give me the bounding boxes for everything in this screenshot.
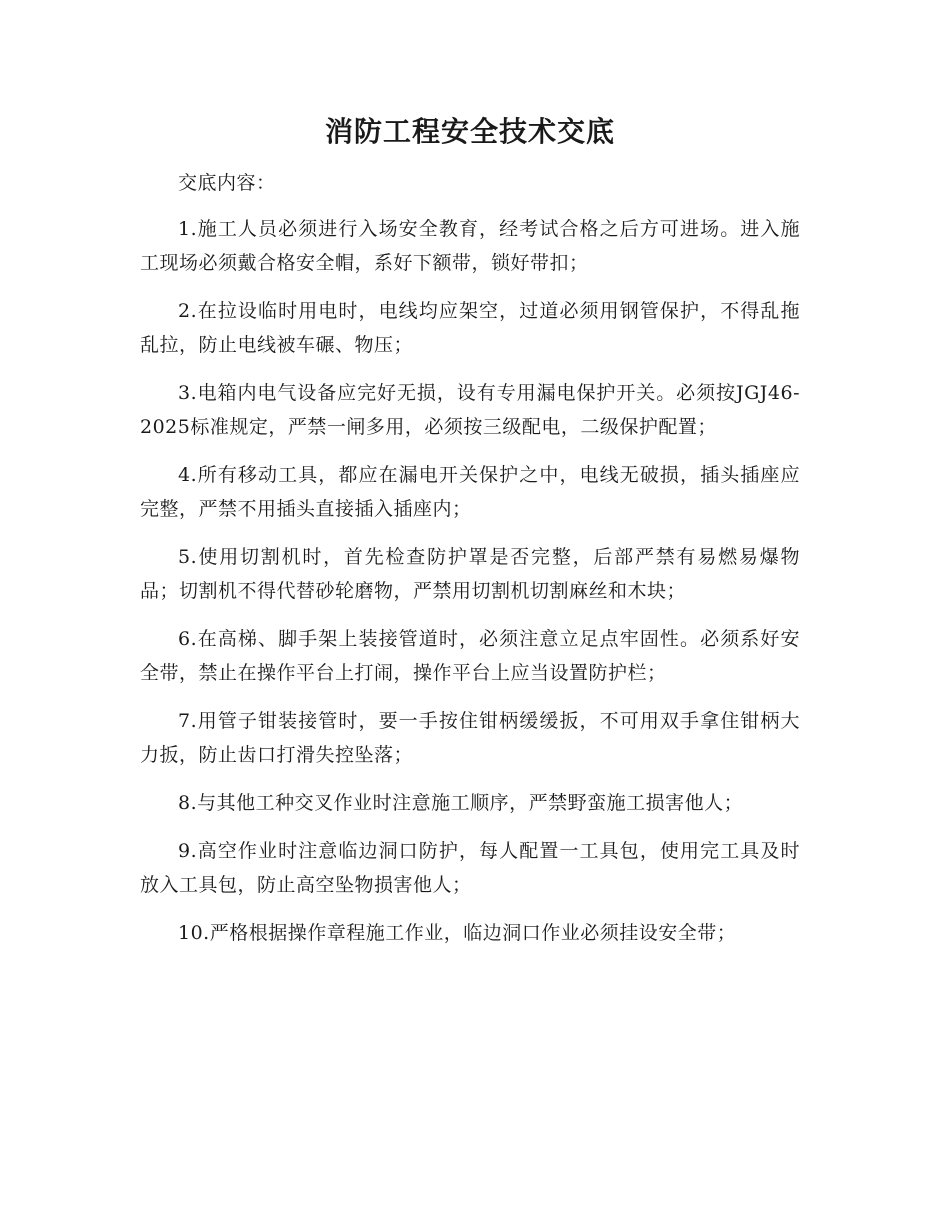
safety-item-2: 2.在拉设临时用电时，电线均应架空，过道必须用钢管保护，不得乱拖乱拉，防止电线被车碾、物压； <box>140 300 800 356</box>
intro-label: 交底内容： <box>178 172 276 194</box>
safety-item-3: 3.电箱内电气设备应完好无损，设有专用漏电保护开关。必须按JGJ46-2025标准规定，严禁一闸多用，必须按三级配电，二级保护配置； <box>140 382 800 438</box>
safety-item-10: 10.严格根据操作章程施工作业，临边洞口作业必须挂设安全带； <box>178 922 737 944</box>
safety-item-1: 1.施工人员必须进行入场安全教育，经考试合格之后方可进场。进入施工现场必须戴合格安全帽，系好下额带，锁好带扣； <box>140 218 800 274</box>
safety-item-8: 8.与其他工种交叉作业时注意施工顺序，严禁野蛮施工损害他人； <box>178 792 744 814</box>
document-page <box>140 112 800 964</box>
safety-item-5: 5.使用切割机时，首先检查防护罩是否完整，后部严禁有易燃易爆物品；切割机不得代替砂轮磨物，严禁用切割机切割麻丝和木块； <box>140 546 800 602</box>
safety-item-6: 6.在高梯、脚手架上装接管道时，必须注意立足点牢固性。必须系好安全带，禁止在操作平台上打闹，操作平台上应当设置防护栏； <box>140 628 800 684</box>
safety-item-9: 9.高空作业时注意临边洞口防护，每人配置一工具包，使用完工具及时放入工具包，防止高空坠物损害他人； <box>140 840 800 896</box>
document-title: 消防工程安全技术交底 <box>324 115 615 148</box>
safety-item-7: 7.用管子钳装接管时，要一手按住钳柄缓缓扳，不可用双手拿住钳柄大力扳，防止齿口打滑失控坠落； <box>140 710 800 766</box>
safety-item-4: 4.所有移动工具，都应在漏电开关保护之中，电线无破损，插头插座应完整，严禁不用插头直接插入插座内； <box>140 464 800 520</box>
